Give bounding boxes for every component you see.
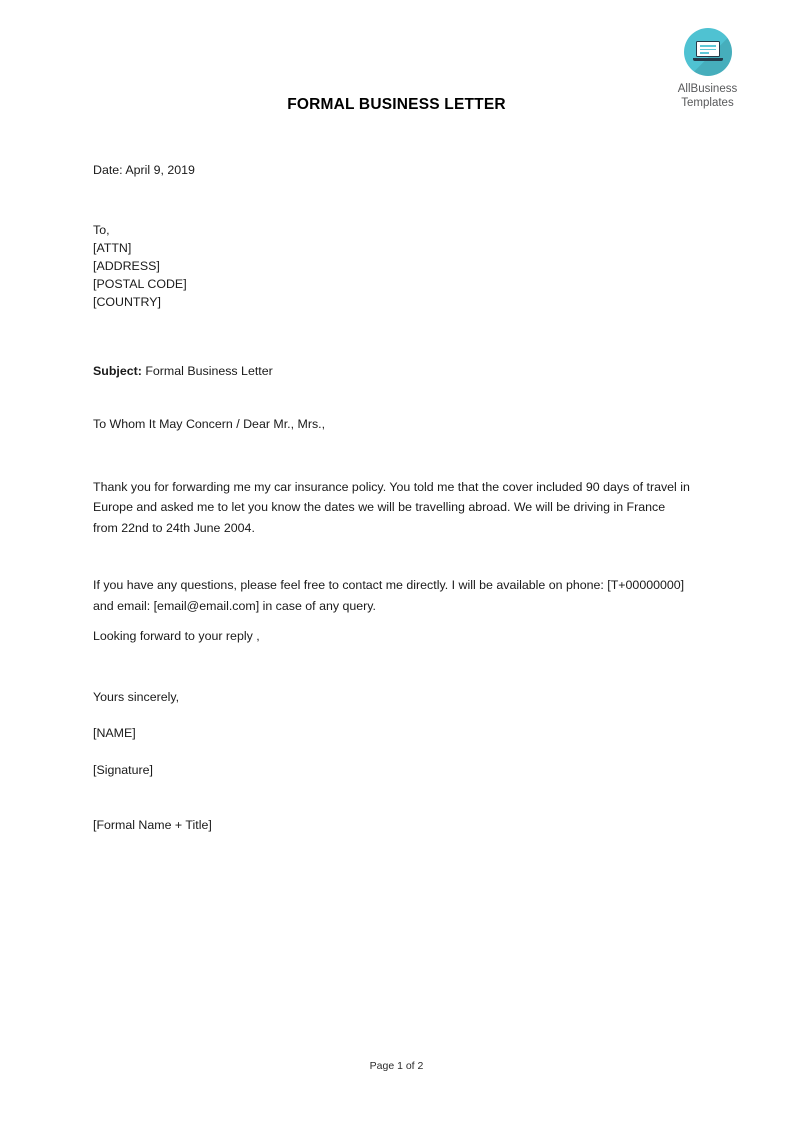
subject-label: Subject: bbox=[93, 363, 142, 378]
spacer bbox=[93, 538, 693, 575]
page-title: FORMAL BUSINESS LETTER bbox=[287, 96, 506, 113]
subject-line bbox=[93, 361, 693, 382]
address-street: [ADDRESS] bbox=[93, 258, 160, 273]
formal-name-placeholder: [Formal Name + Title] bbox=[93, 818, 212, 832]
address-country: [COUNTRY] bbox=[93, 294, 161, 309]
laptop-base bbox=[693, 58, 723, 61]
spacer bbox=[93, 780, 693, 815]
spacer bbox=[93, 744, 693, 760]
page-footer: Page 1 of 2 bbox=[369, 1060, 424, 1072]
spacer bbox=[93, 647, 693, 687]
name-placeholder: [NAME] bbox=[93, 726, 136, 740]
screen-line bbox=[700, 52, 710, 54]
screen-line bbox=[700, 45, 716, 47]
spacer bbox=[93, 616, 693, 626]
spacer bbox=[93, 181, 693, 221]
letter-body bbox=[93, 160, 693, 836]
body-paragraph-1: Thank you for forwarding me my car insurance policy. You told me that the cover included 90 days of travel in Europe and asked me to let you know the dates we will be travelling abroad. We will be driving in France from 22nd to 24th June 2004. bbox=[93, 479, 690, 535]
spacer bbox=[93, 311, 693, 361]
spacer bbox=[93, 381, 693, 414]
laptop-icon bbox=[684, 28, 732, 76]
laptop-glyph bbox=[693, 41, 723, 63]
address-attn: [ATTN] bbox=[93, 240, 132, 255]
laptop-screen bbox=[696, 41, 720, 57]
spacer bbox=[93, 707, 693, 723]
subject-value: Formal Business Letter bbox=[145, 363, 273, 378]
spacer bbox=[93, 435, 693, 477]
body-paragraph-2: If you have any questions, please feel free to contact me directly. I will be available on phone: [T+00000000] and email: [email@email.com] in case of any query. bbox=[93, 578, 685, 613]
logo-circle-wrap bbox=[655, 28, 760, 80]
salutation: To Whom It May Concern / Dear Mr., Mrs., bbox=[93, 417, 326, 431]
brand-name-line1: AllBusiness bbox=[677, 83, 738, 95]
date-line: Date: April 9, 2019 bbox=[93, 163, 195, 177]
brand-name-line2: Templates bbox=[681, 96, 734, 109]
closing-pre-line: Looking forward to your reply , bbox=[93, 629, 260, 643]
address-postal: [POSTAL CODE] bbox=[93, 276, 187, 291]
sign-off: Yours sincerely, bbox=[93, 689, 180, 704]
screen-line bbox=[700, 49, 716, 51]
recipient-address-block bbox=[93, 221, 693, 311]
address-to: To, bbox=[93, 222, 110, 237]
signature-placeholder: [Signature] bbox=[93, 762, 153, 777]
